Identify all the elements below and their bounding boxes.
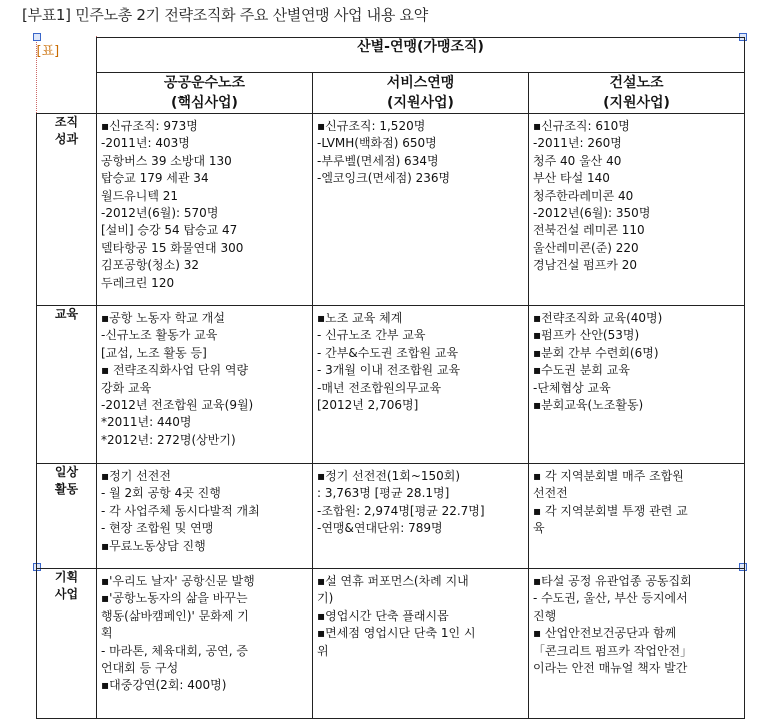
- cell-line: 행동(삶바캠페인)' 문화제 기: [101, 608, 249, 623]
- cell-line: ▪공항 노동자 학교 개설: [101, 311, 225, 325]
- cell-line: -2012년 전조합원 교육(9월): [101, 398, 254, 413]
- cell-line: - 마라톤, 체육대회, 공연, 증: [101, 643, 248, 658]
- column-name: 서비스연맹: [386, 75, 455, 91]
- table-cell: [313, 114, 529, 306]
- cell-line: - 3개월 이내 전조합원 교육: [317, 363, 461, 378]
- cell-line: - 월 2회 공항 4곳 진행: [101, 486, 221, 501]
- cell-line: -2011년: 260명: [533, 136, 622, 151]
- table-cell: [97, 569, 313, 719]
- cell-line: -2012년(6월): 570명: [101, 206, 219, 221]
- cell-line: 탑승교 179 세관 34: [101, 171, 209, 186]
- cell-line: [교섭, 노조 활동 등]: [101, 345, 207, 360]
- cell-line: -부루벨(면세점) 634명: [317, 153, 439, 168]
- cell-line: ▪분회교육(노조활동): [533, 398, 644, 413]
- cell-line: 청주한라레미콘 40: [533, 188, 634, 203]
- cell-line: ▪정기 선전전: [101, 469, 171, 483]
- cell-line: ▪타설 공정 유관업종 공동집회: [533, 574, 692, 588]
- column-name: 공공운수노조: [163, 75, 246, 91]
- cell-line: 언대회 등 구성: [101, 661, 179, 676]
- row-label: 기획 사업: [37, 569, 97, 719]
- cell-line: - 신규노조 간부 교육: [317, 328, 426, 343]
- table-cell: [529, 306, 745, 464]
- table-row-organizing: [37, 114, 745, 306]
- cell-line: -LVMH(백화점) 650명: [317, 136, 437, 151]
- cell-line: ▪정기 선전전(1회~150회): [317, 469, 461, 483]
- cell-line: 획: [101, 626, 113, 641]
- cell-line: 청주 40 울산 40: [533, 153, 622, 168]
- table-cell: [97, 464, 313, 569]
- cell-line: 경남건설 펌프카 20: [533, 258, 638, 273]
- cell-line: 전북건설 레미콘 110: [533, 223, 645, 238]
- cell-line: 김포공항(청소) 32: [101, 258, 199, 273]
- cell-line: ▪노조 교육 체계: [317, 311, 403, 325]
- column-header-public-transport: [97, 73, 313, 114]
- table-cell: [97, 306, 313, 464]
- table-row-education: [37, 306, 745, 464]
- table-cell: [529, 464, 745, 569]
- summary-table: [36, 37, 745, 719]
- table-cell: [313, 306, 529, 464]
- cell-line: 위: [317, 643, 329, 658]
- table-cell: [313, 569, 529, 719]
- column-role: (핵심사업): [171, 95, 238, 111]
- cell-line: -연맹&연대단위: 789명: [317, 521, 443, 536]
- cell-line: ▪'공항노동자의 삶을 바꾸는: [101, 591, 248, 606]
- cell-line: *2011년: 440명: [101, 415, 192, 430]
- cell-line: 이라는 안전 매뉴얼 책자 발간: [533, 661, 688, 676]
- cell-line: -단체협상 교육: [533, 380, 611, 395]
- cell-line: 기): [317, 591, 334, 606]
- cell-line: 「콘크리트 펌프카 작업안전」: [533, 643, 693, 658]
- cell-line: 공항버스 39 소방대 130: [101, 153, 232, 168]
- cell-line: ▪설 연휴 퍼포먼스(차례 지내: [317, 574, 469, 588]
- cell-line: ▪ 산업안전보건공단과 함께: [533, 626, 677, 641]
- cell-line: [설비] 승강 54 탑승교 47: [101, 223, 238, 238]
- row-label: 조직 성과: [37, 114, 97, 306]
- cell-line: [2012년 2,706명]: [317, 398, 419, 413]
- cell-line: ▪신규조직: 1,520명: [317, 119, 426, 133]
- document-title: [부표1] 민주노총 2기 전략조직화 주요 산별연맹 사업 내용 요약: [22, 6, 428, 24]
- column-header-service: [313, 73, 529, 114]
- cell-line: -신규노조 활동가 교육: [101, 328, 218, 343]
- cell-line: - 간부&수도권 조합원 교육: [317, 345, 459, 360]
- cell-line: ▪펌프카 산안(53명): [533, 328, 640, 343]
- cell-line: *2012년: 272명(상반기): [101, 432, 236, 447]
- cell-line: ▪전략조직화 교육(40명): [533, 311, 663, 325]
- cell-line: ▪영업시간 단축 플래시몹: [317, 608, 449, 623]
- table-cell: [313, 464, 529, 569]
- row-label: 일상 활동: [37, 464, 97, 569]
- cell-line: -엘코잉크(면세점) 236명: [317, 171, 451, 186]
- cell-line: - 수도권, 울산, 부산 등지에서: [533, 591, 688, 606]
- table-cell: [97, 114, 313, 306]
- table-row-daily-activity: [37, 464, 745, 569]
- cell-line: -매년 전조합원의무교육: [317, 380, 442, 395]
- cell-line: ▪수도권 분회 교육: [533, 363, 630, 378]
- cell-line: ▪신규조직: 610명: [533, 119, 630, 133]
- cell-line: 월드유니텍 21: [101, 188, 179, 203]
- cell-line: ▪신규조직: 973명: [101, 119, 198, 133]
- cell-line: ▪분회 간부 수련회(6명): [533, 345, 659, 360]
- cell-line: -조합원: 2,974명[평균 22.7명]: [317, 503, 485, 518]
- cell-line: -2012년(6월): 350명: [533, 206, 651, 221]
- cell-line: 육: [533, 521, 545, 536]
- table-row-planned-projects: [37, 569, 745, 719]
- cell-line: 강화 교육: [101, 380, 152, 395]
- table-marker: [표]: [36, 43, 60, 59]
- cell-line: ▪면세점 영업시단 단축 1인 시: [317, 626, 476, 641]
- cell-line: - 현장 조합원 및 연맹: [101, 521, 214, 536]
- cell-line: -2011년: 403명: [101, 136, 190, 151]
- cell-line: 울산레미콘(준) 220: [533, 240, 639, 255]
- corner-cell: [37, 38, 97, 114]
- cell-line: ▪무료노동상담 진행: [101, 538, 206, 553]
- cell-line: : 3,763명 [평균 28.1명]: [317, 486, 450, 501]
- cell-line: 진행: [533, 608, 557, 623]
- cell-line: ▪ 전략조직화사업 단위 역량: [101, 363, 249, 378]
- column-role: (지원사업): [603, 95, 670, 111]
- cell-line: ▪대중강연(2회: 400명): [101, 678, 227, 693]
- row-label: 교육: [37, 306, 97, 464]
- cell-line: ▪ 각 지역분회별 투쟁 관련 교: [533, 503, 688, 518]
- table-cell: [529, 569, 745, 719]
- cell-line: 두레크린 120: [101, 275, 175, 290]
- table-cell: [529, 114, 745, 306]
- cell-line: 선전전: [533, 486, 568, 501]
- cell-line: 델타항공 15 화물연대 300: [101, 240, 244, 255]
- cell-line: - 각 사업주체 동시다발적 개최: [101, 503, 260, 518]
- column-name: 건설노조: [609, 75, 664, 91]
- column-role: (지원사업): [387, 95, 454, 111]
- group-header: 산별-연맹(가맹조직): [97, 38, 745, 73]
- cell-line: ▪ 각 지역분회별 매주 조합원: [533, 469, 684, 483]
- column-header-construction: [529, 73, 745, 114]
- cell-line: 부산 타설 140: [533, 171, 610, 186]
- cell-line: ▪'우리도 날자' 공항신문 발행: [101, 574, 255, 588]
